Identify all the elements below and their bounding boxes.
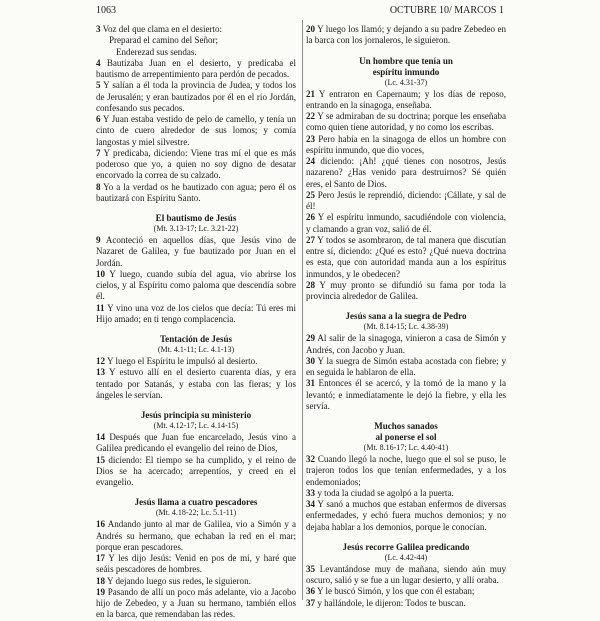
verse-number: 12 [96,356,106,366]
verse-number: 25 [306,189,316,200]
verse [96,24,296,35]
verse-text: Y estuvo allí en el desierto cuarenta días, y era tentado por Satanás, y estaba con las fieras; y los ángeles le servían. [96,367,296,400]
verse-text: Y muy pronto se difundió su fama por toda la provincia alrededor de Galilea. [306,279,506,301]
left-column [96,24,296,621]
section-heading: Jesús principia su ministerio [140,410,252,420]
section-heading-line: Un hombre que tenía un [359,55,453,66]
verse-number: 19 [96,586,106,597]
verse-text: Y se admiraban de su doctrina; porque les enseñaba como quien tiene autoridad, y no como los escribas. [306,111,506,133]
column-divider [302,20,303,600]
verse [96,114,296,148]
verse [306,212,506,235]
verse [306,333,506,356]
verse-text: Y el espíritu inmundo, sacudiéndole con violencia, y clamando a gran voz, salió de él. [306,212,506,234]
section-heading: El bautismo de Jesús [155,213,237,223]
verse [306,111,506,134]
section-heading: Jesús llama a cuatro pescadores [134,497,258,508]
verse-number: 10 [96,268,106,279]
verse [96,553,296,576]
section-heading: Jesús recorre Galilea predicando [342,541,470,552]
verse-text: Levantándose muy de mañana, siendo aún muy oscuro, salió y se fue a un lugar desierto, y allí oraba. [306,563,507,585]
verse [96,182,296,205]
verse-text: Y entraron en Capernaum; y los días de reposo, entrando en la sinagoga, enseñaba. [306,88,506,110]
section-heading-line: espíritu inmundo [372,66,440,77]
cross-reference: (Mt. 3.13-17; Lc. 3.21-22) [153,224,239,233]
page-header [96,4,504,18]
verse-number: 30 [306,355,316,366]
verse [96,80,296,114]
verse [96,455,296,489]
verse [306,134,506,157]
verse-number: 13 [96,367,106,378]
section-heading-line: al ponerse el sol [375,432,437,442]
verse-number: 6 [96,114,101,124]
verse-text: Pero Jesús le reprendió, diciendo: ¡Cállate, y sal de él! [306,189,507,211]
verse-number: 22 [306,111,316,121]
verse [306,190,506,213]
verse [306,598,506,609]
verse-text: Andando junto al mar de Galilea, vio a Simón y a Andrés su hermano, que echaban la red en el mar; porque eran pescadores. [96,519,297,552]
verse-number: 34 [306,499,316,509]
verse [306,235,506,280]
verse-text: Y luego, cuando subía del agua, vio abrirse los cielos, y al Espíritu como paloma que descendía sobre él. [96,268,296,302]
verse-text: Y predicaba, diciendo: Viene tras mí el que es más poderoso que yo, a quien no soy digno de desatar encorvado la correa de su calzado. [96,147,296,181]
verse-number: 27 [306,234,316,245]
verse-number: 17 [96,553,106,563]
verse-text: Pero había en la sinagoga de ellos un hombre con espíritu inmundo, que dio voces, [306,133,506,155]
verse [96,269,296,303]
verse-number: 3 [96,24,101,34]
verse [306,378,506,412]
verse [306,499,506,533]
verse [306,564,506,587]
verse [306,156,506,190]
verse [306,586,506,597]
verse [96,148,296,182]
section-heading [306,56,506,78]
verse-text: Al salir de la sinagoga, vinieron a casa de Simón y Andrés, con Jacobo y Juan. [306,333,506,355]
verse-number: 33 [306,487,316,498]
running-title: OCTUBRE 10/ MARCOS 1 [389,5,504,16]
verse-number: 36 [306,586,316,597]
verse-number: 21 [306,88,316,99]
verse-text: Cuando llegó la noche, luego que el sol se puso, le trajeron todos los que tenían enfermedades, y a los endemoniados; [306,454,506,487]
cross-reference: (Mt. 8.16-17; Lc. 4.40-41) [363,443,449,452]
verse [306,454,506,488]
cross-reference: (Lc. 4.31-37) [384,77,428,87]
cross-reference: (Mt. 8.14-15; Lc. 4.38-39) [363,322,449,332]
verse-text: Yo a la verdad os he bautizado con agua; pero él os bautizará con Espíritu Santo. [96,181,296,203]
verse [306,280,506,303]
verse-number: 26 [306,212,316,223]
verse [96,356,296,367]
verse-number: 35 [306,563,316,574]
verse-number: 18 [96,575,106,586]
verse [96,576,296,587]
verse-text: Y les dijo Jesús: Venid en pos de mí, y haré que seáis pescadores de hombres. [96,553,296,575]
section-heading [306,421,506,443]
verse [96,235,296,269]
verse-text: diciendo: El tiempo se ha cumplido, y el reino de Dios se ha acercado; arrepentíos, y creed en el evangelio. [96,454,296,487]
verse-number: 9 [96,235,101,245]
verse-text: Y luego los llamó; y dejando a su padre Zebedeo en la barca con los jornaleros, le siguieron. [306,24,506,46]
cross-reference: (Lc. 4.42-44) [384,552,428,562]
verse-text: Y Juan estaba vestido de pelo de camello, y tenía un cinto de cuero alrededor de sus lomos; y comía langostas y miel silvestre. [96,114,296,147]
verse-number: 16 [96,519,106,530]
verse-text: Voz del que clama en el desierto: [102,24,223,34]
section-heading: Tentación de Jesús [159,334,233,344]
verse-number: 15 [96,454,106,465]
section-heading: Jesús sana a la suegra de Pedro [345,311,467,322]
verse [306,488,506,499]
verse-poetry-line: Preparad el camino del Señor; [109,35,219,46]
verse-number: 31 [306,378,316,389]
verse-number: 20 [306,24,316,34]
right-column [306,24,506,609]
verse-number: 29 [306,333,316,344]
section-heading-line: Muchos sanados [374,421,438,431]
verse-number: 37 [306,597,316,608]
verse-number: 24 [306,156,316,166]
verse [96,432,296,455]
verse [96,587,296,621]
verse-number: 8 [96,181,101,192]
verse-text: Y salían a él toda la provincia de Judea, y todos los de Jerusalén; y eran bautizados por él en el río Jordán, confesando sus pecados. [96,80,296,113]
verse-text: Bautizaba Juan en el desierto, y predicaba el bautismo de arrepentimiento para perdón de pecados. [96,57,297,79]
verse-text: Y sanó a muchos que estaban enfermos de diversas enfermedades, y echó fuera muchos demonios; y no dejaba hablar a los demonios, porque le conocían. [306,499,506,532]
verse [96,58,296,81]
verse-number: 32 [306,454,316,464]
page-number: 1063 [96,5,116,16]
verse [306,356,506,379]
verse-text: Y todos se asombraron, de tal manera que discutían entre sí, diciendo: ¿Qué es esto? ¿Qué nueva doctrina es esta, que con autoridad manda aun a los espíritus inmundos, y le obedecen? [306,234,506,279]
cross-reference: (Mt. 4.1-11; Lc. 4.1-13) [157,345,235,354]
verse-text: Y vino una voz de los cielos que decía: Tú eres mi Hijo amado; en ti tengo complacencia. [96,302,296,324]
verse [306,89,506,112]
verse-number: 23 [306,133,316,144]
verse [96,303,296,326]
verse-text: Y luego el Espíritu le impulsó al desierto. [106,356,258,366]
verse-number: 5 [96,80,101,91]
cross-reference: (Mt. 4.18-22; Lc. 5.1-11) [155,508,237,518]
verse-text: y toda la ciudad se agolpó a la puerta. [317,487,454,498]
verse-number: 4 [96,57,101,68]
verse-text: Pasando de allí un poco más adelante, vio a Jacobo hijo de Zebedeo, y a Juan su hermano, también ellos en la barca, que remendaban las redes. [96,586,296,620]
verse [306,24,506,47]
verse-text: Después que Juan fue encarcelado, Jesús vino a Galilea predicando el evangelio del reino de Dios, [96,432,296,454]
verse-number: 14 [96,432,106,442]
verse-text: diciendo: ¡Ah! ¿qué tienes con nosotros, Jesús nazareno? ¿Has venido para destruirnos? Sé quién eres, el Santo de Dios. [306,156,506,189]
verse-text: Aconteció en aquellos días, que Jesús vino de Nazaret de Galilea, y fue bautizado por Juan en el Jordán. [96,235,296,268]
verse-text: y hallándole, le dijeron: Todos te buscan. [317,597,466,608]
verse-number: 11 [96,302,105,313]
verse-number: 28 [306,279,316,290]
cross-reference: (Mt. 4.12-17; Lc. 4.14-15) [153,421,239,430]
verse-text: Y la suegra de Simón estaba acostada con fiebre; y en seguida le hablaron de ella. [306,355,506,377]
verse-number: 7 [96,147,101,158]
verse-text: Y le buscó Simón, y los que con él estaban; [316,586,475,597]
verse [96,519,296,553]
verse [96,367,296,401]
verse-poetry-line: Enderezad sus sendas. [116,46,197,57]
verse-text: Y dejando luego sus redes, le siguieron. [106,575,251,586]
verse-text: Entonces él se acercó, y la tomó de la mano y la levantó; e inmediatamente le dejó la fiebre, y ella les servía. [306,378,506,411]
